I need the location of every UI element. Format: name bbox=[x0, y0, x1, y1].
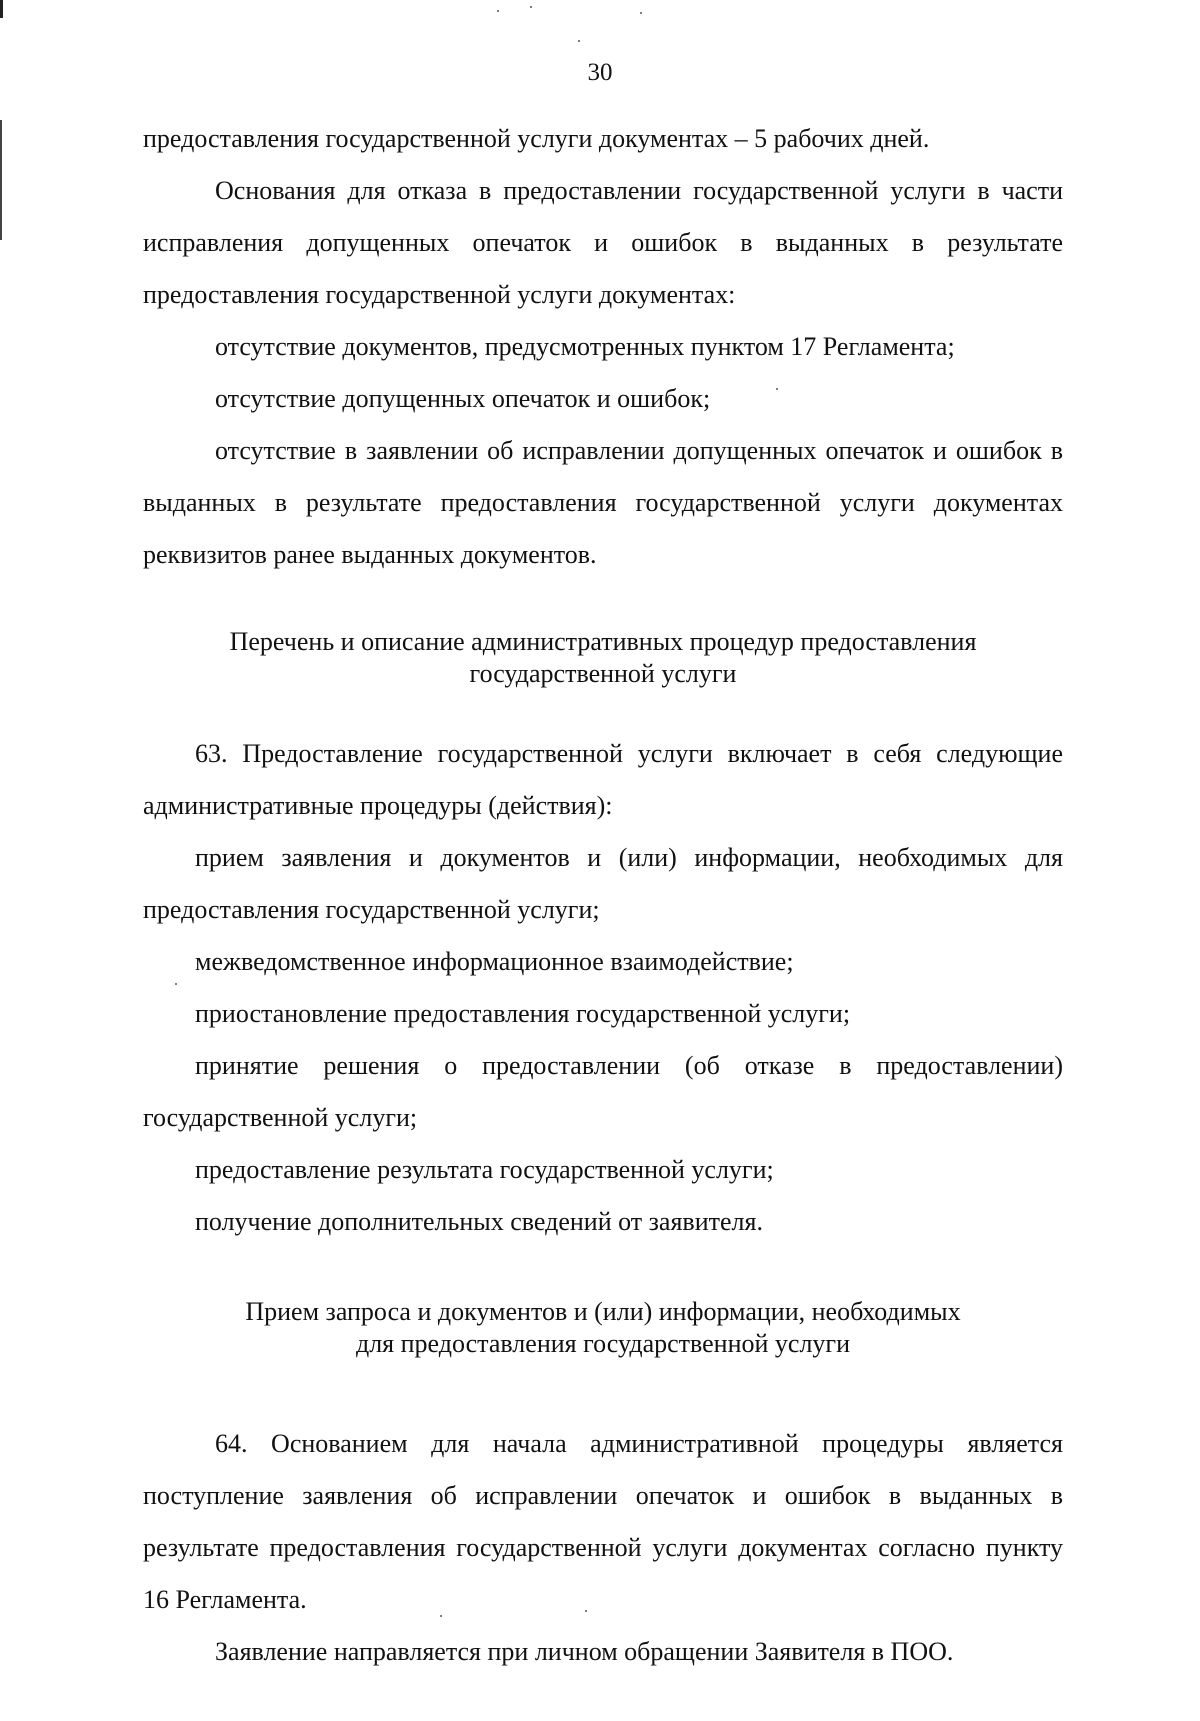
scan-speck bbox=[578, 40, 580, 42]
section-heading-line: государственной услуги bbox=[469, 659, 737, 688]
scan-speck bbox=[640, 12, 642, 14]
section-heading bbox=[143, 626, 1063, 690]
document-body bbox=[143, 113, 1063, 1678]
section-heading-line: Прием запроса и документов и (или) информации, необходимых bbox=[245, 1297, 961, 1326]
scan-speck bbox=[530, 6, 532, 8]
paragraph: Основания для отказа в предоставлении государственной услуги в части исправления допущенных опечаток и ошибок в выданных в результате предоставления государственной услуги документах: bbox=[143, 176, 1063, 309]
list-item: прием заявления и документов и (или) информации, необходимых для предоставления государственной услуги; bbox=[143, 843, 1063, 924]
paragraph: предоставления государственной услуги документах – 5 рабочих дней. bbox=[143, 124, 930, 153]
paragraph: Заявление направляется при личном обращении Заявителя в ПОО. bbox=[215, 1637, 954, 1666]
section-heading bbox=[143, 1296, 1063, 1360]
scan-edge-mark bbox=[0, 0, 3, 18]
list-item: принятие решения о предоставлении (об отказе в предоставлении) государственной услуги; bbox=[143, 1051, 1063, 1132]
section-heading-line: для предоставления государственной услуги bbox=[355, 1329, 851, 1358]
list-item: межведомственное информационное взаимодействие; bbox=[195, 947, 794, 976]
list-item: отсутствие допущенных опечаток и ошибок; bbox=[215, 384, 711, 413]
list-item: предоставление результата государственной услуги; bbox=[195, 1155, 774, 1184]
list-item: получение дополнительных сведений от заявителя. bbox=[195, 1207, 763, 1236]
page-number: 30 bbox=[587, 59, 613, 86]
list-item: приостановление предоставления государственной услуги; bbox=[195, 999, 851, 1028]
list-item: отсутствие документов, предусмотренных пунктом 17 Регламента; bbox=[215, 332, 955, 361]
paragraph: 64. Основанием для начала административной процедуры является поступление заявления об исправлении опечаток и ошибок в выданных в результате предоставления государственной услуги документах согласно пункту 16 Регламента. bbox=[143, 1429, 1063, 1614]
section-heading-line: Перечень и описание административных процедур предоставления bbox=[229, 627, 977, 656]
scan-edge-mark bbox=[0, 120, 2, 240]
paragraph: 63. Предоставление государственной услуги включает в себя следующие административные процедуры (действия): bbox=[143, 739, 1063, 820]
list-item: отсутствие в заявлении об исправлении допущенных опечаток и ошибок в выданных в результате предоставления государственной услуги документах реквизитов ранее выданных документов. bbox=[143, 436, 1063, 569]
scan-speck bbox=[497, 10, 499, 12]
